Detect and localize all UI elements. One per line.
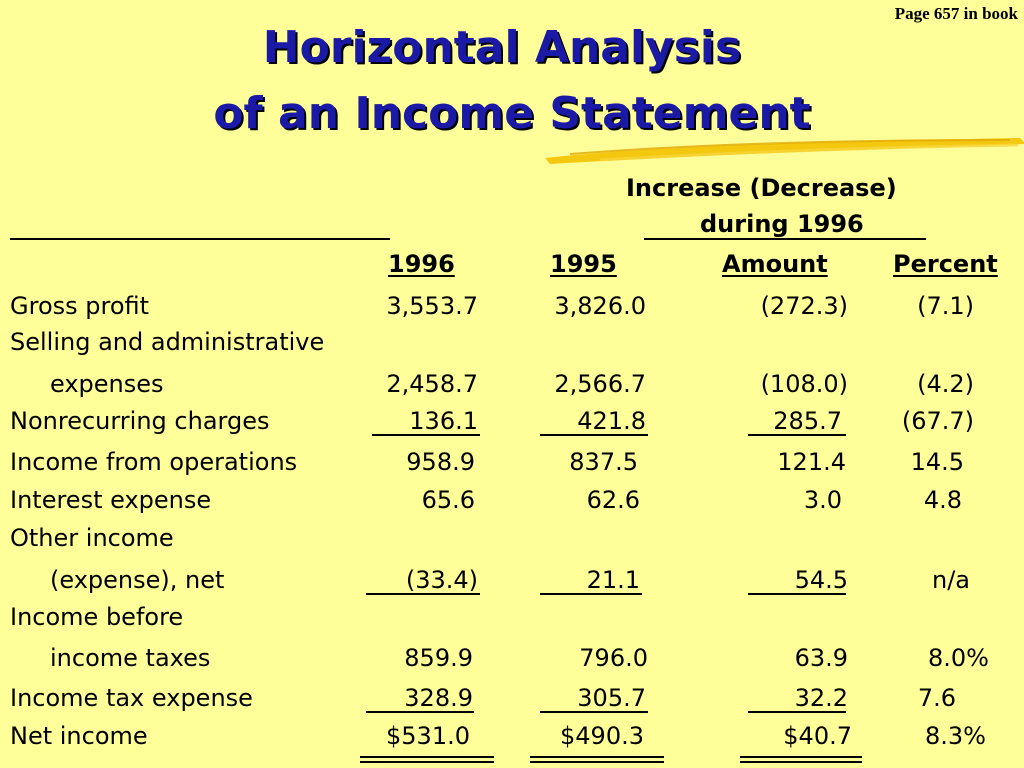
cell-1996: 3,553.7 bbox=[386, 292, 478, 320]
column-header-1996: 1996 bbox=[388, 250, 455, 278]
column-header-percent: Percent bbox=[893, 250, 998, 278]
change-group-header-line-2: during 1996 bbox=[700, 210, 864, 238]
title-line-1: Horizontal Analysis bbox=[262, 22, 742, 73]
cell-1996: 136.1 bbox=[409, 407, 478, 435]
cell-amount: 32.2 bbox=[794, 684, 848, 712]
cell-amount: 54.5 bbox=[794, 566, 848, 594]
cell-percent: 8.3% bbox=[925, 722, 986, 750]
cell-1996: 958.9 bbox=[406, 448, 475, 476]
brush-stroke-decoration bbox=[540, 130, 1024, 170]
row-label: Income before bbox=[10, 603, 184, 631]
cell-1995: 2,566.7 bbox=[554, 370, 646, 398]
row-label: expenses bbox=[50, 370, 164, 398]
row-label: Net income bbox=[10, 722, 148, 750]
row-label: Gross profit bbox=[10, 292, 150, 320]
change-group-rule bbox=[644, 238, 926, 240]
cell-percent: n/a bbox=[931, 566, 970, 594]
cell-1995: $490.3 bbox=[560, 722, 644, 750]
row-label: Income tax expense bbox=[10, 684, 253, 712]
cell-1995: 837.5 bbox=[569, 448, 638, 476]
row-label: Selling and administrative bbox=[10, 328, 325, 356]
total-double-rule bbox=[360, 756, 494, 763]
cell-amount: 63.9 bbox=[794, 644, 848, 672]
subtotal-rule bbox=[540, 711, 648, 713]
cell-1996: 65.6 bbox=[421, 486, 475, 514]
row-label: (expense), net bbox=[50, 566, 225, 594]
cell-1996: (33.4) bbox=[405, 566, 478, 594]
subtotal-rule bbox=[748, 434, 846, 436]
row-label: Interest expense bbox=[10, 486, 212, 514]
cell-amount: (108.0) bbox=[760, 370, 848, 398]
cell-percent: (67.7) bbox=[901, 407, 974, 435]
cell-1995: 21.1 bbox=[586, 566, 640, 594]
row-label: Income from operations bbox=[10, 448, 298, 476]
cell-1995: 3,826.0 bbox=[554, 292, 646, 320]
row-label: Nonrecurring charges bbox=[10, 407, 270, 435]
label-column-rule bbox=[10, 238, 390, 240]
subtotal-rule bbox=[540, 434, 648, 436]
cell-1995: 421.8 bbox=[577, 407, 646, 435]
total-double-rule bbox=[530, 756, 664, 763]
cell-percent: 8.0% bbox=[928, 644, 989, 672]
page-reference: Page 657 in book bbox=[894, 4, 1018, 23]
cell-1995: 796.0 bbox=[579, 644, 648, 672]
subtotal-rule bbox=[540, 593, 642, 595]
subtotal-rule bbox=[372, 434, 480, 436]
cell-amount: $40.7 bbox=[783, 722, 852, 750]
cell-1996: 859.9 bbox=[404, 644, 473, 672]
cell-1996: $531.0 bbox=[386, 722, 470, 750]
subtotal-rule bbox=[748, 711, 846, 713]
cell-percent: (7.1) bbox=[917, 292, 974, 320]
cell-1995: 305.7 bbox=[577, 684, 646, 712]
cell-amount: (272.3) bbox=[760, 292, 848, 320]
cell-amount: 3.0 bbox=[803, 486, 842, 514]
change-group-header-line-1: Increase (Decrease) bbox=[626, 174, 897, 202]
subtotal-rule bbox=[748, 593, 846, 595]
row-label: income taxes bbox=[50, 644, 211, 672]
row-label: Other income bbox=[10, 524, 174, 552]
cell-1995: 62.6 bbox=[586, 486, 640, 514]
cell-1996: 328.9 bbox=[404, 684, 473, 712]
title-line-2: of an Income Statement bbox=[213, 88, 811, 139]
column-header-amount: Amount bbox=[722, 250, 828, 278]
cell-percent: 7.6 bbox=[917, 684, 956, 712]
cell-percent: 14.5 bbox=[910, 448, 964, 476]
cell-percent: (4.2) bbox=[917, 370, 974, 398]
subtotal-rule bbox=[366, 711, 474, 713]
cell-amount: 285.7 bbox=[773, 407, 842, 435]
column-header-1995: 1995 bbox=[550, 250, 617, 278]
cell-amount: 121.4 bbox=[777, 448, 846, 476]
cell-1996: 2,458.7 bbox=[386, 370, 478, 398]
cell-percent: 4.8 bbox=[923, 486, 962, 514]
subtotal-rule bbox=[366, 593, 480, 595]
total-double-rule bbox=[740, 756, 862, 763]
